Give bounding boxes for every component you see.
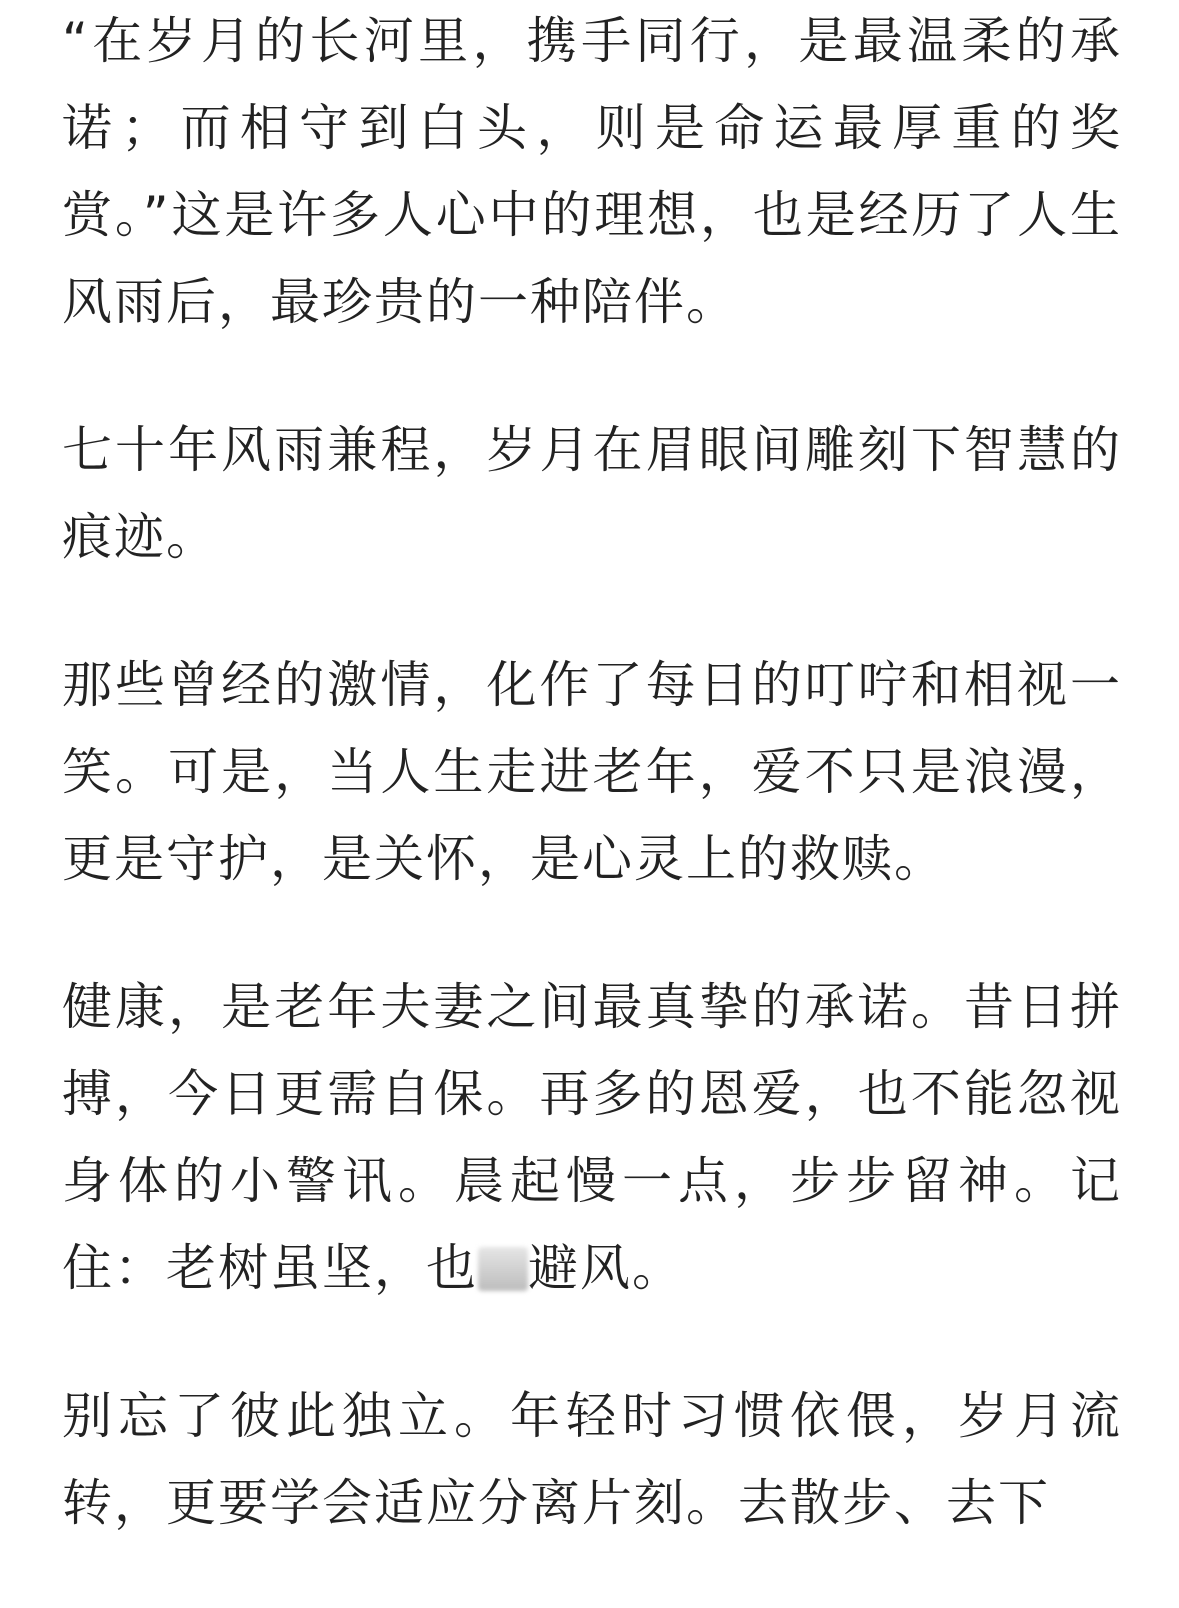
paragraph-3: 那些曾经的激情，化作了每日的叮咛和相视一笑。可是，当人生走进老年，爱不只是浪漫，更是守护，是关怀，是心灵上的救赎。 — [62, 656, 1122, 888]
obscured-character — [478, 1247, 528, 1291]
paragraph-2: 七十年风雨兼程，岁月在眉眼间雕刻下智慧的痕迹。 — [62, 421, 1122, 566]
article-body — [62, 0, 1122, 1608]
paragraph-4 — [62, 964, 1122, 1312]
paragraph-4-text: 健康，是老年夫妻之间最真挚的承诺。昔日拼搏，今日更需自保。再多的恩爱，也不能忽视身体的小警讯。晨起慢一点，步步留神。记住：老树虽坚，也 — [62, 978, 1122, 1297]
paragraph-4-tail: 避风。 — [528, 1239, 684, 1297]
paragraph-5: 别忘了彼此独立。年轻时习惯依偎，岁月流转，更要学会适应分离片刻。去散步、去下 — [62, 1387, 1122, 1532]
paragraph-1: “在岁月的长河里，携手同行，是最温柔的承诺；而相守到白头，则是命运最厚重的奖赏。”这是许多人心中的理想，也是经历了人生风雨后，最珍贵的一种陪伴。 — [62, 12, 1122, 331]
